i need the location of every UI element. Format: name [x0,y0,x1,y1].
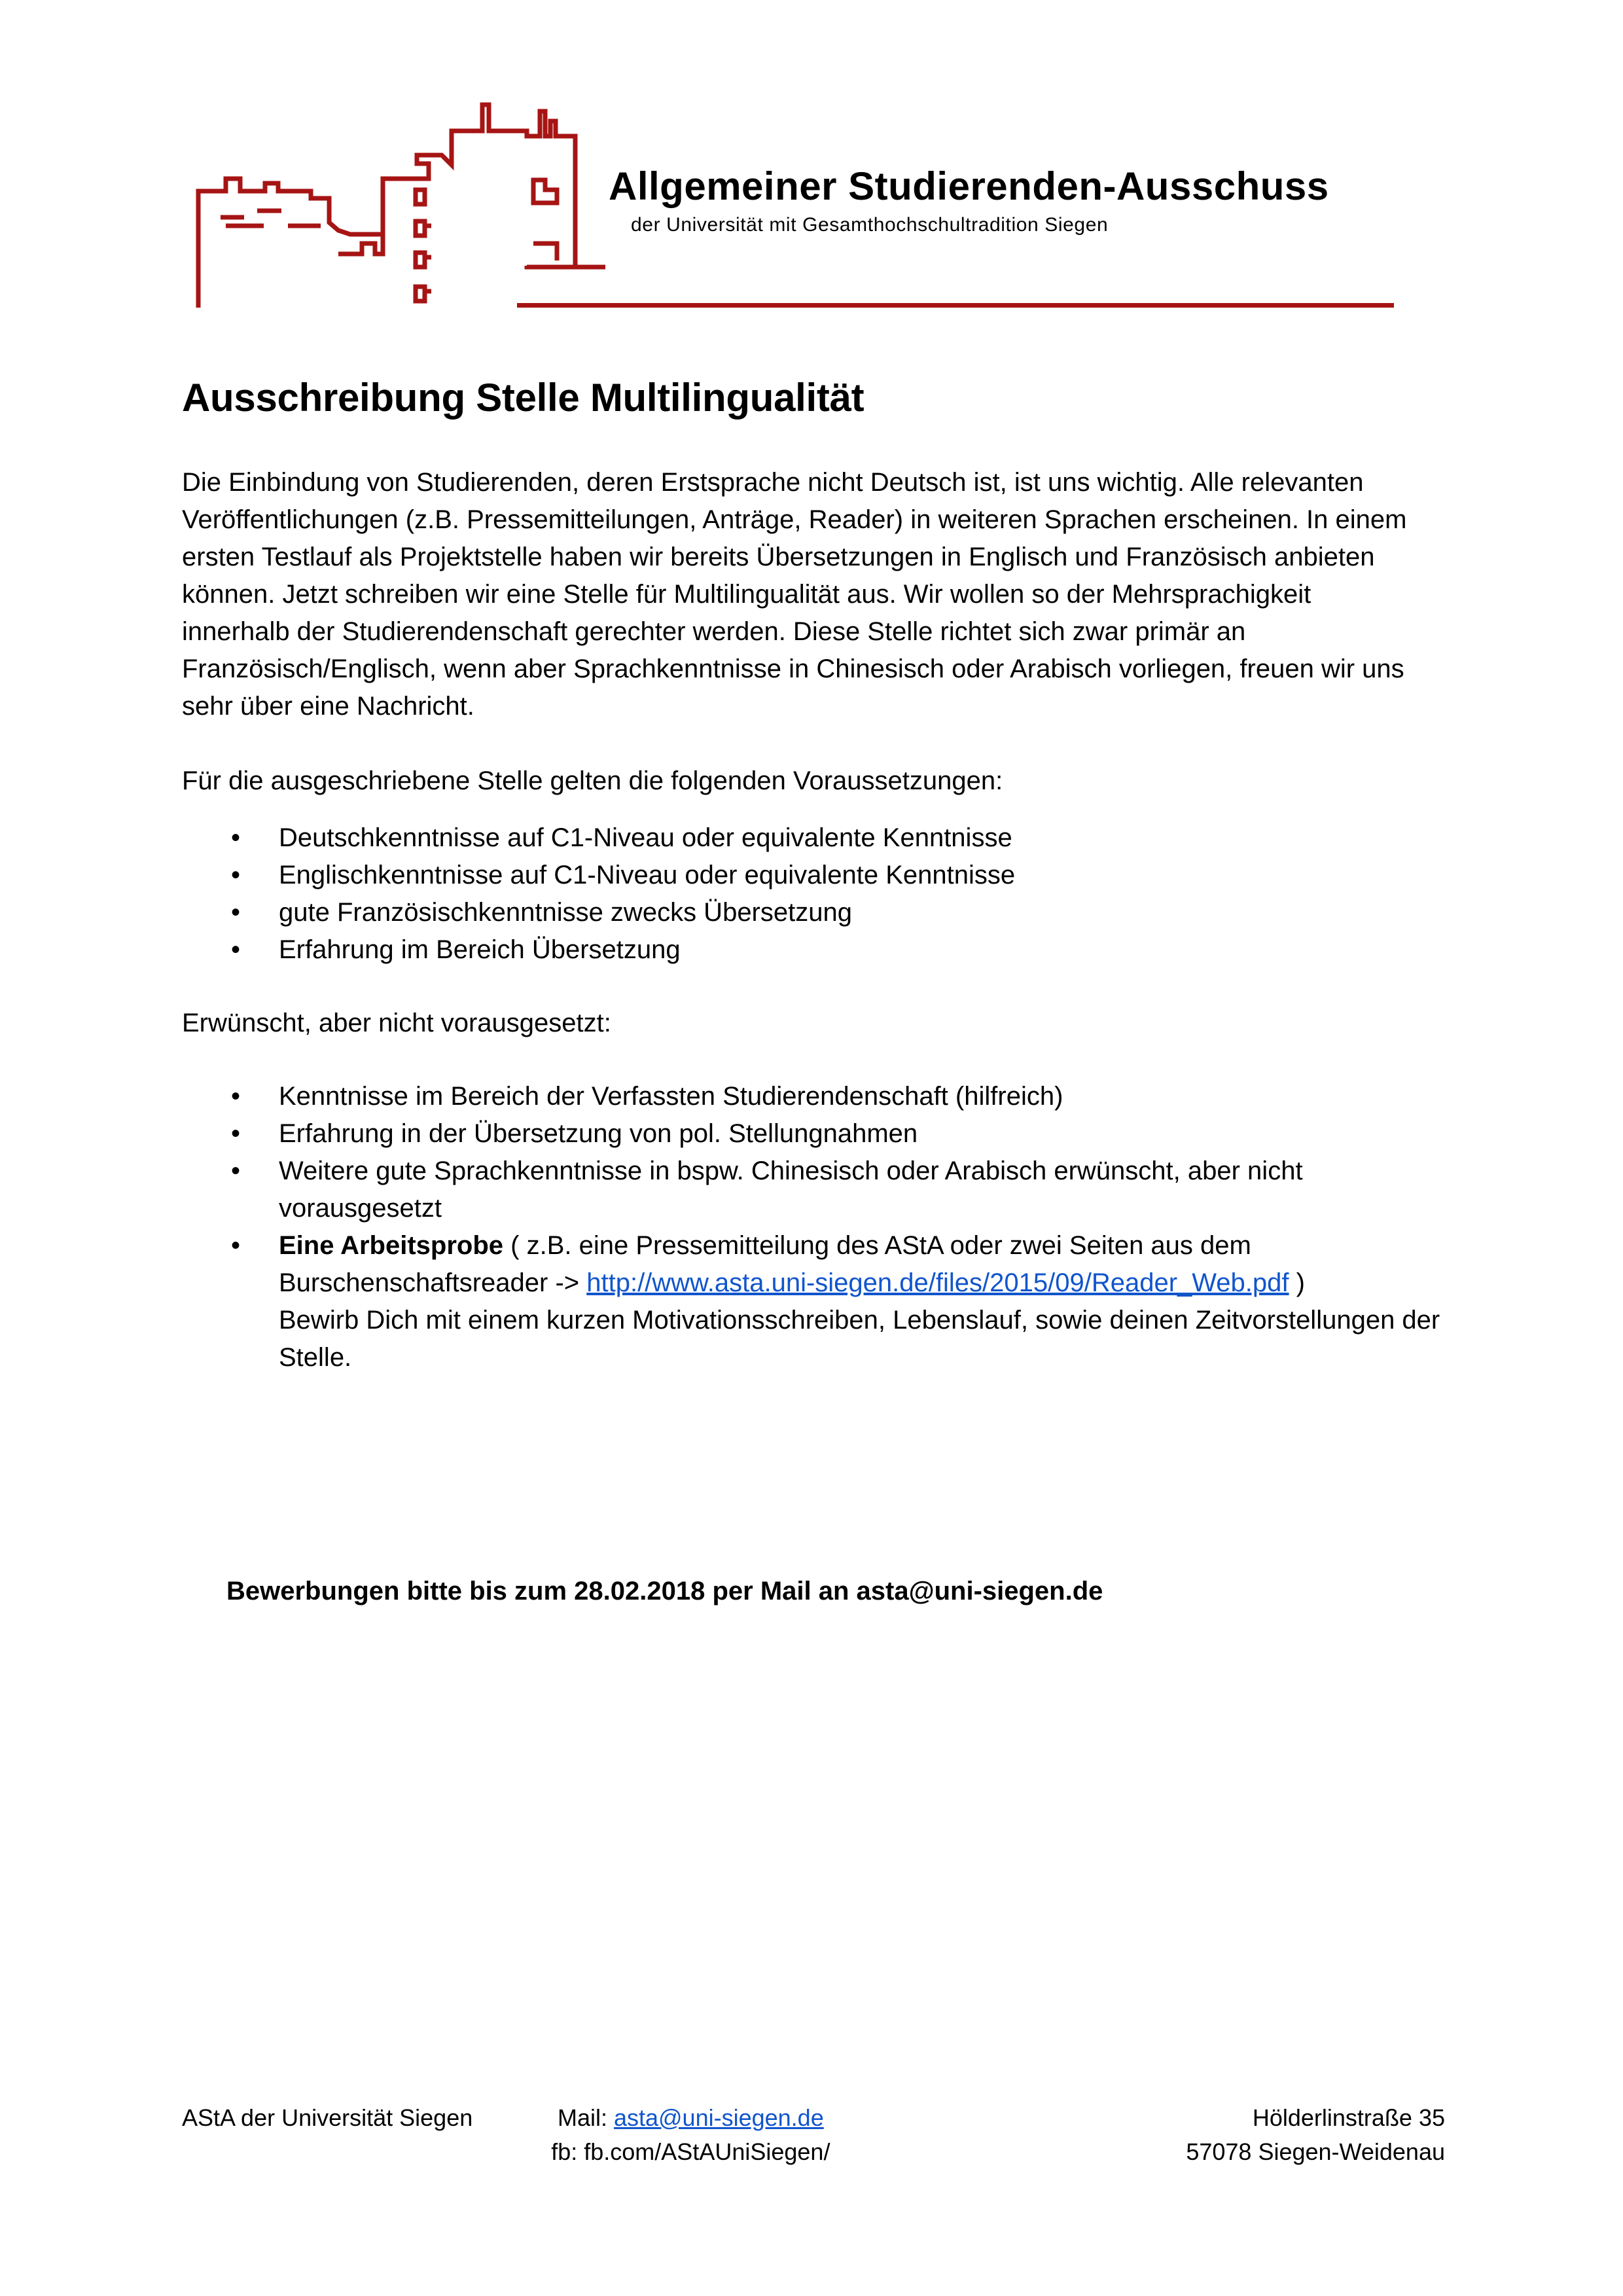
spacer [182,969,1445,1005]
optional-list [182,1078,1445,1376]
requirements-heading: Für die ausgeschriebene Stelle gelten die folgenden Voraussetzungen: [182,766,1003,795]
logo-subtitle: der Universität mit Gesamthochschultradition Siegen [631,214,1109,236]
deadline-notice: Bewerbungen bitte bis zum 28.02.2018 per Mail an asta@uni-siegen.de [226,1577,1103,1605]
header-divider-rule [517,303,1394,308]
logo-wordmark [609,164,1414,236]
footer-city: 57078 Siegen-Weidenau [1186,2138,1445,2165]
list-item: • Deutschkenntnisse auf C1-Niveau oder equivalente Kenntnisse [182,819,1445,857]
optional-heading: Erwünscht, aber nicht vorausgesetzt: [182,1009,611,1037]
logo-title: Allgemeiner Studierenden-Ausschuss [609,164,1329,208]
document-footer [182,2101,1445,2169]
work-sample-text-after: ) [1289,1268,1305,1297]
footer-contact [551,2101,830,2169]
intro-paragraph: Die Einbindung von Studierenden, deren Erstsprache nicht Deutsch ist, ist uns wichtig. Alle relevanten Veröffentlichungen (z.B. Pressemitteilungen, Anträge, Reader) in weiteren Sprachen erscheinen. In einem ersten Testlauf als Projektstelle haben wir bereits Übersetzungen in Englisch und Französisch anbieten können. Jetzt schreiben wir eine Stelle für Multilingualität aus. Wir wollen so der Mehrsprachigkeit innerhalb der Studierendenschaft gerechter werden. Diese Stelle richtet sich zwar primär an Französisch/Englisch, wenn aber Sprachkenntnisse in Chinesisch oder Arabisch vorliegen, freuen wir uns sehr über eine Nachricht. [182,468,1407,721]
footer-mail-label: Mail: [557,2104,614,2131]
work-sample-text-before: ( z.B. eine Pressemitteilung des AStA oder zwei Seiten aus dem Burschenschaftsreader -> [279,1231,1251,1297]
list-item: • Erfahrung in der Übersetzung von pol. Stellungnahmen [182,1115,1445,1153]
footer-facebook: fb: fb.com/AStAUniSiegen/ [551,2138,830,2165]
work-sample-closing-text: Bewirb Dich mit einem kurzen Motivationsschreiben, Lebenslauf, sowie deinen Zeitvorstellungen der Stelle. [279,1306,1440,1372]
list-item: • Erfahrung im Bereich Übersetzung [182,931,1445,969]
document-content [182,376,1445,1610]
reader-pdf-link[interactable]: http://www.asta.uni-siegen.de/files/2015/09/Reader_Web.pdf [586,1268,1289,1297]
list-item: • Weitere gute Sprachkenntnisse in bspw. Chinesisch oder Arabisch erwünscht, aber nicht vorausgesetzt [182,1153,1445,1227]
document-header [0,0,1623,340]
spacer [182,1376,1445,1573]
footer-organisation [182,2101,473,2135]
spacer [182,725,1445,762]
spacer [182,1042,1445,1078]
siegen-castle-building-outline-icon [187,92,605,314]
list-item: • Kenntnisse im Bereich der Verfassten Studierendenschaft (hilfreich) [182,1078,1445,1115]
footer-mail-line [551,2101,830,2135]
requirements-list [182,819,1445,969]
footer-address [1186,2101,1445,2169]
work-sample-label: Eine Arbeitsprobe [279,1231,504,1260]
page-title: Ausschreibung Stelle Multilingualität [182,376,865,420]
list-item: • gute Französischkenntnisse zwecks Übersetzung [182,894,1445,931]
spacer [182,800,1445,819]
footer-street: Hölderlinstraße 35 [1252,2104,1445,2131]
list-item-work-sample [182,1227,1445,1376]
footer-email-link[interactable]: asta@uni-siegen.de [613,2104,824,2131]
list-item: • Englischkenntnisse auf C1-Niveau oder equivalente Kenntnisse [182,857,1445,894]
footer-organisation-name: AStA der Universität Siegen [182,2104,473,2131]
